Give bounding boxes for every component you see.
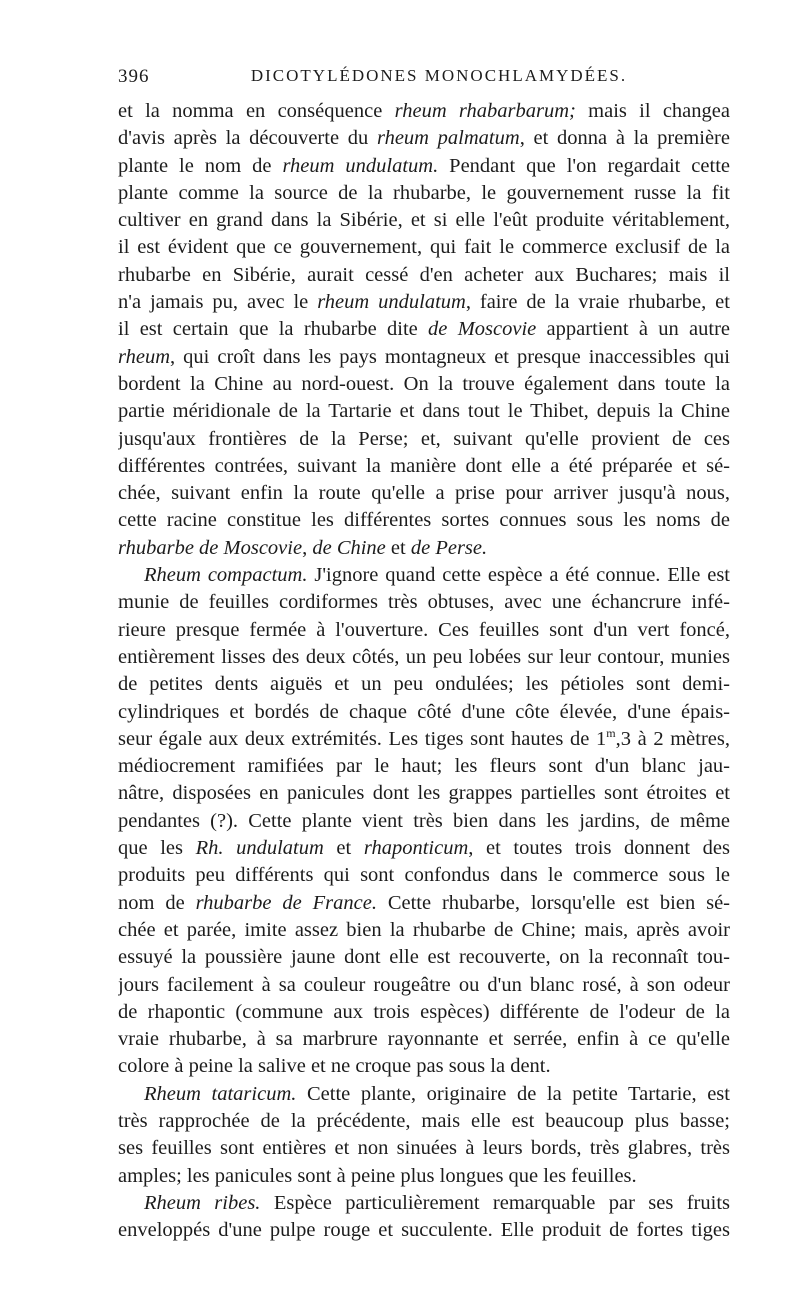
text-line: [118, 671, 730, 698]
text-line: [118, 398, 730, 425]
italic-term: de Chine: [312, 536, 386, 559]
italic-term: de Perse.: [410, 536, 488, 559]
text-run: Espèce particulièrement remarquable par ses fruits: [260, 1191, 730, 1214]
italic-term: rhubarbe de France.: [195, 891, 377, 914]
text-run: pendantes (?). Cette plante vient très bien dans les jardins, de même: [118, 809, 730, 832]
text-line: [118, 207, 730, 234]
body-text: [118, 98, 730, 1244]
italic-term: rhaponticum: [363, 837, 469, 860]
text-run: produits peu différents qui sont confondus dans le commerce sous le: [118, 864, 730, 887]
text-line: [118, 1190, 730, 1217]
running-title: DICOTYLÉDONES MONOCHLAMYDÉES.: [250, 66, 628, 85]
italic-term: rheum palmatum: [376, 127, 520, 150]
text-run: ,3 à 2 mètres,: [615, 727, 730, 750]
text-line: [118, 480, 730, 507]
text-line: [118, 371, 730, 398]
text-line: [118, 890, 730, 917]
page-header: [118, 66, 730, 96]
text-run: ,: [302, 536, 313, 559]
text-run: Cette rhubarbe, lorsqu'elle est bien sé-: [376, 891, 730, 914]
text-run: seur égale aux deux extrémités. Les tiges sont hautes de 1: [118, 727, 607, 750]
text-run: chée et parée, imite assez bien la rhubarbe de Chine; mais, après avoir: [118, 918, 730, 941]
italic-term: rheum rhabarbarum;: [394, 100, 576, 122]
italic-term: Rheum tataricum.: [144, 1082, 297, 1105]
text-line: [118, 835, 730, 862]
text-line: [118, 699, 730, 726]
text-run: bordent la Chine au nord-ouest. On la trouve également dans toute la: [118, 372, 730, 395]
text-line: [118, 344, 730, 371]
text-run: Pendant que l'on regardait cette: [438, 154, 730, 177]
italic-term: Rh. undulatum: [195, 837, 324, 860]
text-line: [118, 262, 730, 289]
text-line: [118, 999, 730, 1026]
text-run: rieure presque fermée à l'ouverture. Ces feuilles sont d'un vert foncé,: [118, 618, 730, 641]
text-run: enveloppés d'une pulpe rouge et succulente. Elle produit de fortes tiges: [118, 1219, 730, 1242]
text-run: jours facilement à sa couleur rougeâtre ou d'un blanc rosé, à son odeur: [118, 973, 730, 996]
text-run: que les: [118, 837, 196, 860]
text-line: [118, 153, 730, 180]
text-line: [118, 234, 730, 261]
text-run: nâtre, disposées en panicules dont les grappes partielles sont étroites et: [118, 782, 730, 805]
text-run: n'a jamais pu, avec le: [118, 291, 318, 314]
text-line: [118, 1163, 730, 1190]
text-run: mais il changea: [575, 100, 730, 122]
text-line: [118, 426, 730, 453]
italic-term: de Moscovie: [428, 318, 537, 341]
superscript-unit: m: [606, 726, 616, 740]
text-line: [118, 917, 730, 944]
text-run: cette racine constitue les différentes sortes connues sous les noms de: [118, 509, 730, 532]
text-run: , et donna à la première: [519, 127, 730, 150]
text-run: Cette plante, originaire de la petite Tartarie, est: [296, 1082, 730, 1105]
text-line: [118, 862, 730, 889]
text-line: [118, 289, 730, 316]
text-run: médiocrement ramifiées par le haut; les fleurs sont d'un blanc jau-: [118, 755, 730, 778]
text-run: vraie rhubarbe, à sa marbrure rayonnante et serrée, enfin à ce qu'elle: [118, 1028, 730, 1051]
text-run: nom de: [118, 891, 196, 914]
text-line: [118, 589, 730, 616]
text-run: entièrement lisses des deux côtés, un peu lobées sur leur contour, munies: [118, 645, 730, 668]
text-line: [118, 1081, 730, 1108]
text-line: [118, 1053, 730, 1080]
text-run: rhubarbe en Sibérie, aurait cessé d'en acheter aux Buchares; mais il: [118, 263, 730, 286]
text-run: partie méridionale de la Tartarie et dans tout le Thibet, depuis la Chine: [118, 400, 730, 423]
text-line: [118, 453, 730, 480]
italic-term: Rheum ribes.: [144, 1191, 261, 1214]
text-run: et: [385, 536, 411, 559]
page-number: 396: [118, 66, 150, 87]
text-line: [118, 535, 730, 562]
italic-term: rheum undulatum: [317, 291, 466, 314]
text-run: J'ignore quand cette espèce a été connue. Elle est: [307, 564, 730, 587]
text-line: [118, 98, 730, 125]
text-line: [118, 726, 730, 753]
text-run: munie de feuilles cordiformes très obtuses, avec une échancrure infé-: [118, 591, 730, 614]
italic-term: Rheum compactum.: [144, 564, 308, 587]
text-run: très rapprochée de la précédente, mais elle est beaucoup plus basse;: [118, 1109, 730, 1132]
text-run: et: [323, 837, 364, 860]
text-run: cultiver en grand dans la Sibérie, et si elle l'eût produite véritablement,: [118, 209, 730, 232]
text-run: et la nomma en conséquence: [118, 100, 395, 122]
text-line: [118, 316, 730, 343]
text-run: de rhapontic (commune aux trois espèces) différente de l'odeur de la: [118, 1000, 730, 1023]
text-run: ses feuilles sont entières et non sinuées à leurs bords, très glabres, très: [118, 1137, 730, 1160]
text-run: de petites dents aiguës et un peu ondulées; les pétioles sont demi-: [118, 673, 730, 696]
text-line: [118, 944, 730, 971]
text-line: [118, 1026, 730, 1053]
italic-term: rhubarbe de Moscovie: [118, 536, 303, 559]
text-line: [118, 780, 730, 807]
text-run: colore à peine la salive et ne croque pas sous la dent.: [118, 1055, 551, 1078]
text-run: d'avis après la découverte du: [118, 127, 377, 150]
text-run: il est évident que ce gouvernement, qui fait le commerce exclusif de la: [118, 236, 730, 259]
text-line: [118, 644, 730, 671]
text-run: il est certain que la rhubarbe dite: [118, 318, 429, 341]
text-line: [118, 1108, 730, 1135]
text-run: cylindriques et bordés de chaque côté d'une côte élevée, d'une épais-: [118, 700, 730, 723]
italic-term: rheum undulatum.: [282, 154, 439, 177]
text-run: différentes contrées, suivant la manière dont elle a été préparée et sé-: [118, 454, 730, 477]
text-run: chée, suivant enfin la route qu'elle a prise pour arriver jusqu'à nous,: [118, 482, 730, 505]
text-line: [118, 507, 730, 534]
text-line: [118, 808, 730, 835]
text-line: [118, 562, 730, 589]
text-line: [118, 180, 730, 207]
text-run: amples; les panicules sont à peine plus longues que les feuilles.: [118, 1164, 637, 1187]
text-run: plante comme la source de la rhubarbe, le gouvernement russe la fit: [118, 181, 730, 204]
text-run: essuyé la poussière jaune dont elle est recouverte, on la reconnaît tou-: [118, 946, 730, 969]
text-run: , faire de la vraie rhubarbe, et: [465, 291, 730, 314]
text-run: , qui croît dans les pays montagneux et presque inaccessibles qui: [170, 345, 730, 368]
text-run: plante le nom de: [118, 154, 283, 177]
text-line: [118, 1217, 730, 1244]
text-line: [118, 753, 730, 780]
text-line: [118, 125, 730, 152]
text-run: , et toutes trois donnent des: [468, 837, 730, 860]
text-line: [118, 972, 730, 999]
text-run: jusqu'aux frontières de la Perse; et, suivant qu'elle provient de ces: [118, 427, 730, 450]
italic-term: rheum: [118, 345, 171, 368]
text-line: [118, 617, 730, 644]
text-line: [118, 1135, 730, 1162]
text-run: appartient à un autre: [536, 318, 730, 341]
